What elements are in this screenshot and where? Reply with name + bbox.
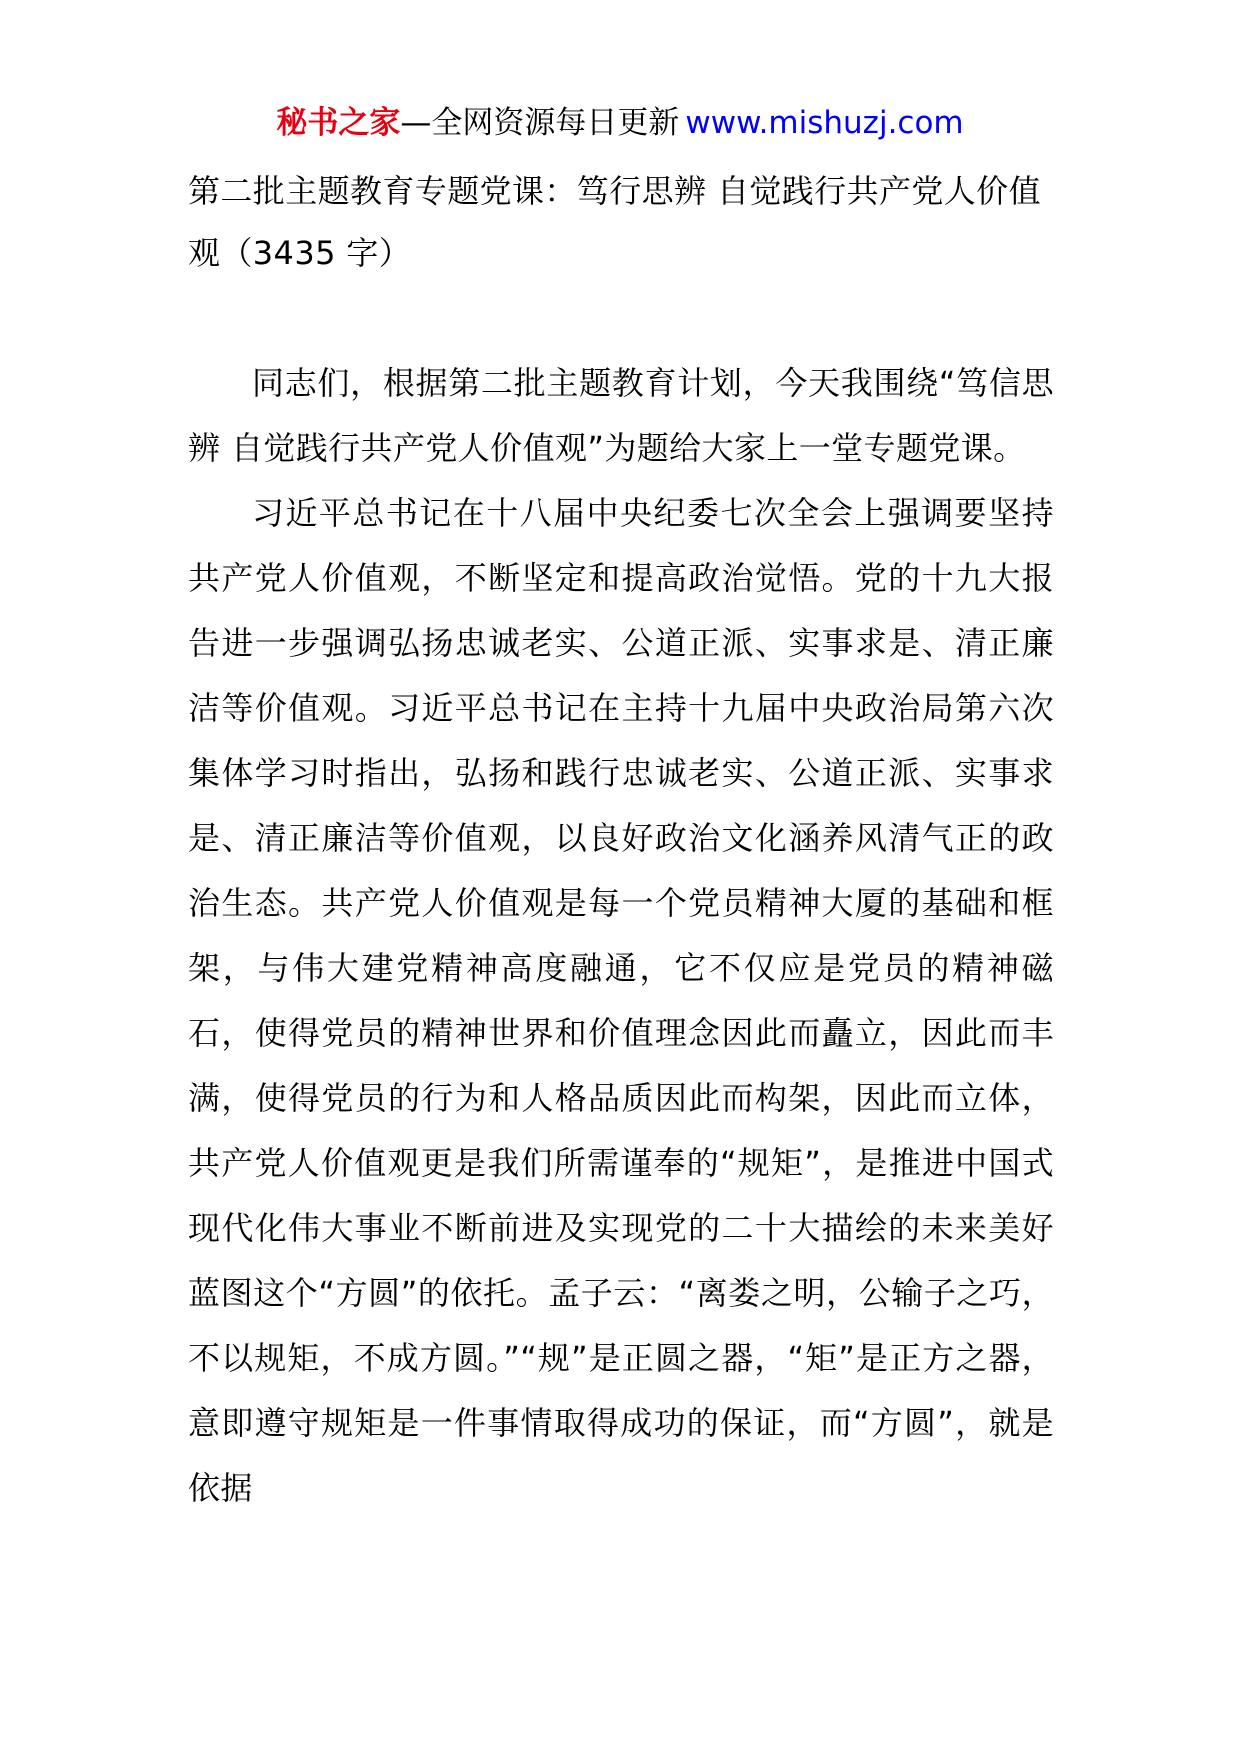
document-body [188,160,1054,1521]
document-title: 第二批主题教育专题党课：笃行思辨 自觉践行共产党人价值观（3435 字） [188,172,1041,272]
website-url[interactable]: www.mishuzj.com [685,105,964,141]
page-header [0,103,1240,143]
paragraph-1: 同志们，根据第二批主题教育计划，今天我围绕“笃信思辨 自觉践行共产党人价值观”为题给大家上一堂专题党课。 [188,364,1054,467]
header-tagline: —全网资源每日更新 [400,105,680,141]
brand-name: 秘书之家 [276,105,401,141]
paragraph-2: 习近平总书记在十八届中央纪委七次全会上强调要坚持共产党人价值观，不断坚定和提高政治觉悟。党的十九大报告进一步强调弘扬忠诚老实、公道正派、实事求是、清正廉洁等价值观。习近平总书记在主持十九届中央政治局第六次集体学习时指出，弘扬和践行忠诚老实、公道正派、实事求是、清正廉洁等价值观，以良好政治文化涵养风清气正的政治生态。共产党人价值观是每一个党员精神大厦的基础和框架，与伟大建党精神高度融通，它不仅应是党员的精神磁石，使得党员的精神世界和价值理念因此而矗立，因此而丰满，使得党员的行为和人格品质因此而构架，因此而立体，共产党人价值观更是我们所需谨奉的“规矩”，是推进中国式现代化伟大事业不断前进及实现党的二十大描绘的未来美好蓝图这个“方圆”的依托。孟子云：“离娄之明，公输子之巧，不以规矩，不成方圆。”“规”是正圆之器，“矩”是正方之器，意即遵守规矩是一件事情取得成功的保证，而“方圆”，就是依据 [188,494,1054,1507]
